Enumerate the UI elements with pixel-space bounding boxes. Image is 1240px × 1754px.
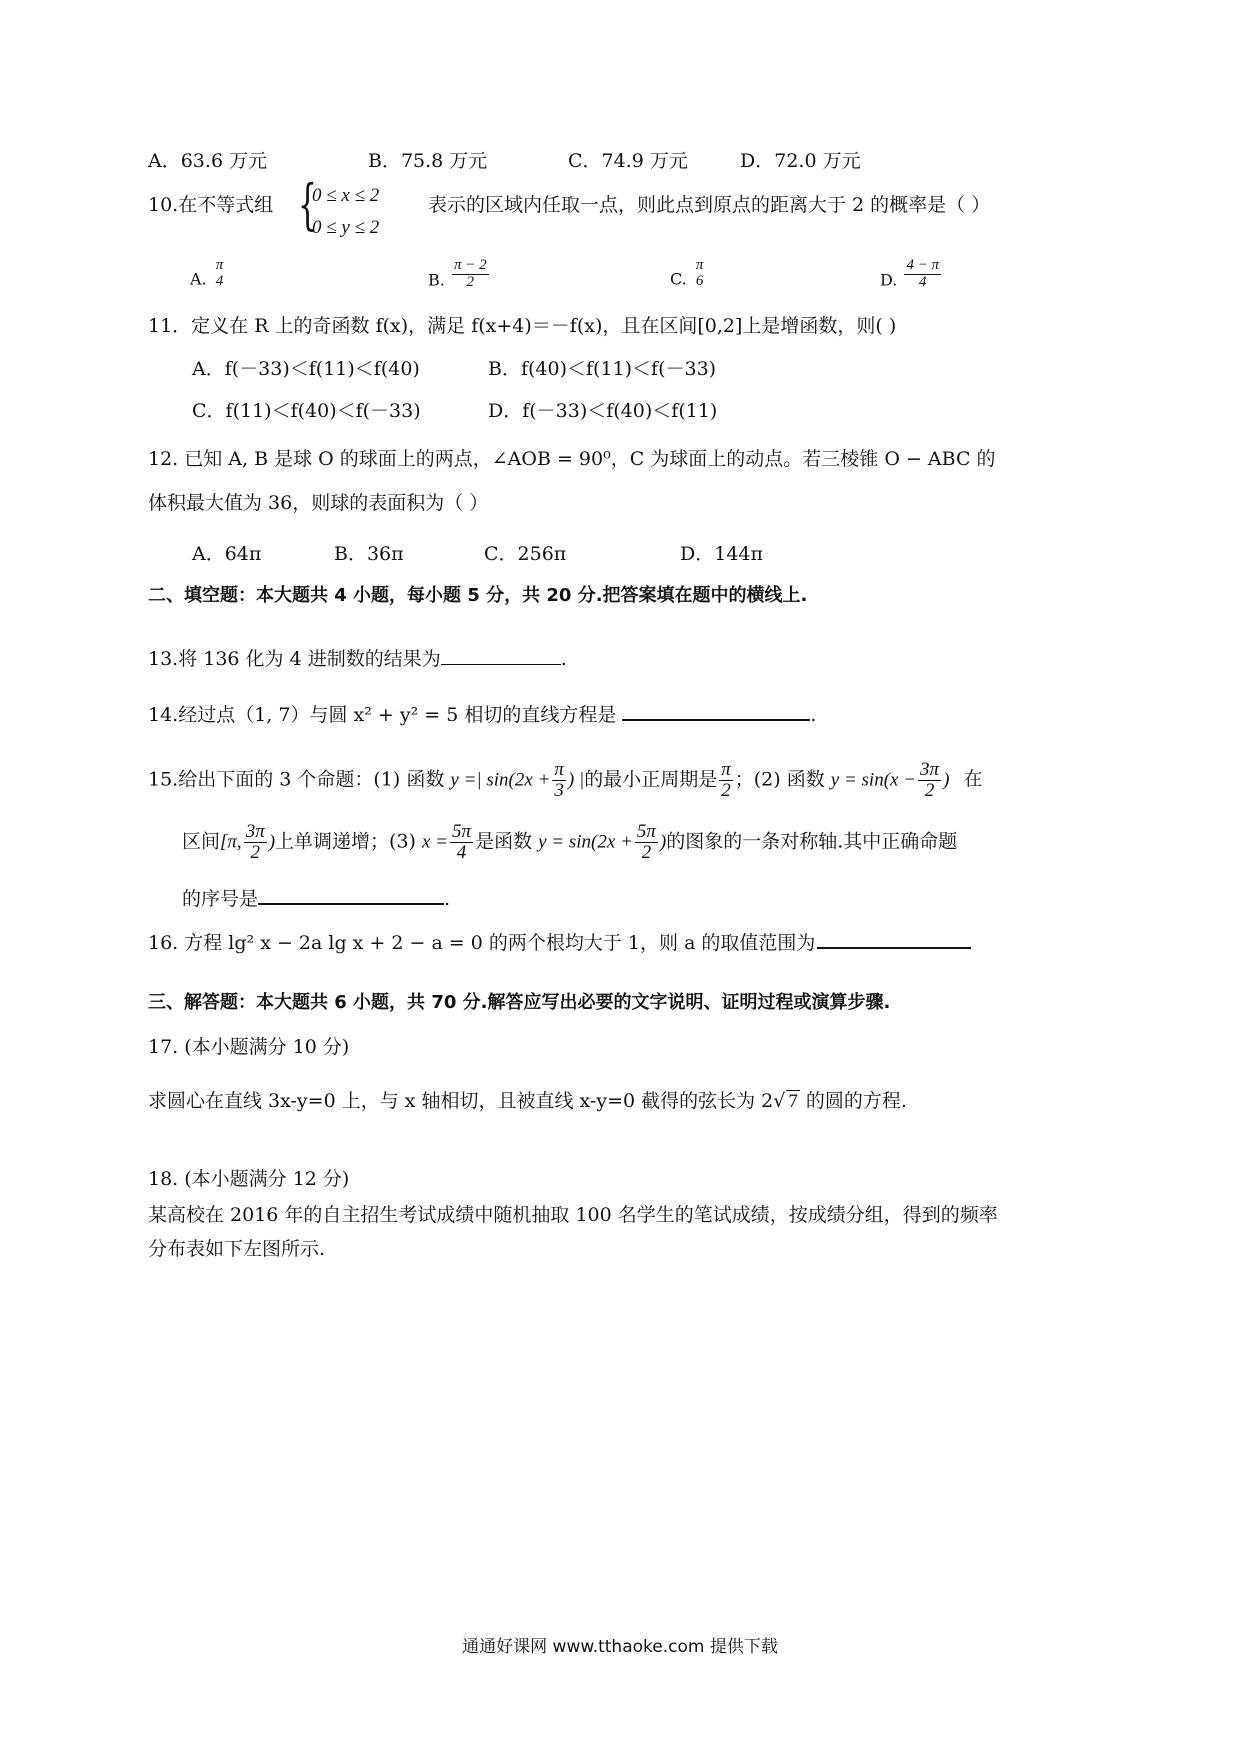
q15-line-3-text: 的序号是 bbox=[182, 888, 259, 910]
q10-option-c-label: C. bbox=[670, 269, 687, 289]
q15-interval-post: ) bbox=[268, 831, 276, 853]
q10-option-c-den: 6 bbox=[695, 272, 704, 289]
q15-period-num: π bbox=[721, 759, 731, 780]
q15-interval-den: 2 bbox=[250, 841, 260, 863]
q17-body-post: 的圆的方程. bbox=[799, 1090, 907, 1112]
q10-system-row-1: 0 ≤ x ≤ 2 bbox=[312, 185, 380, 206]
q15-end: . bbox=[444, 888, 451, 910]
q15-func-3-pre: y = sin(2x + bbox=[538, 831, 633, 853]
q15-func-1-pre: y =| sin(2x + bbox=[450, 769, 551, 791]
q10-option-b-num: π − 2 bbox=[453, 257, 487, 273]
q15-axis-x-den: 4 bbox=[456, 841, 467, 863]
q17-sqrt-value: 7 bbox=[788, 1091, 798, 1112]
q13-text: 13.将 136 化为 4 进制数的结果为 bbox=[148, 648, 441, 670]
q10-option-d-label: D. bbox=[880, 270, 898, 290]
q15-interval-num: 3π bbox=[245, 821, 265, 842]
q15-axis-x-num: 5π bbox=[452, 821, 472, 842]
q15-part-3: ；(2) 函数 bbox=[734, 768, 825, 791]
q18-heading: 18. (本小题满分 12 分) bbox=[148, 1168, 350, 1190]
q16 bbox=[148, 932, 971, 956]
q16-text: 16. 方程 lg² x − 2a lg x + 2 − a = 0 的两个根均大于 1，则 a 的取值范围为 bbox=[148, 932, 816, 954]
q15-part-1: 15.给出下面的 3 个命题：(1) 函数 bbox=[148, 768, 445, 791]
q15-line-2-part-1: 区间 bbox=[182, 830, 221, 853]
q16-answer-blank[interactable] bbox=[817, 946, 971, 949]
q10-option-d-num: 4 − π bbox=[906, 257, 940, 273]
q18-line-2: 分布表如下左图所示. bbox=[148, 1238, 326, 1260]
q15-part-2: 的最小正周期是 bbox=[584, 768, 718, 791]
q15-func-1-post: ) | bbox=[567, 769, 585, 791]
q12-option-d: D．144π bbox=[680, 543, 763, 565]
q14 bbox=[148, 704, 816, 728]
q9-option-b: B．75.8 万元 bbox=[368, 150, 488, 172]
q15-line-2-part-2: 上单调递增；(3) bbox=[275, 830, 416, 853]
section-2-heading: 二、填空题：本大题共 4 小题，每小题 5 分，共 20 分.把答案填在题中的横线上. bbox=[148, 585, 808, 606]
q15-func-1-den: 3 bbox=[554, 779, 564, 801]
q10-option-a-label: A. bbox=[190, 269, 207, 289]
q15-func-3-num: 5π bbox=[636, 821, 656, 842]
q10-option-a-num: π bbox=[215, 257, 224, 273]
q13 bbox=[148, 648, 567, 672]
q15-func-2-num: 3π bbox=[920, 759, 940, 780]
q17-body-pre: 求圆心在直线 3x-y=0 上，与 x 轴相切，且被直线 x-y=0 截得的弦长为 2 bbox=[148, 1090, 774, 1112]
q10-option-d-den: 4 bbox=[919, 273, 927, 290]
q15-answer-blank[interactable] bbox=[258, 902, 444, 905]
q15-interval-pre: [π, bbox=[220, 831, 242, 853]
q11-stem: 11．定义在 R 上的奇函数 f(x)，满足 f(x+4)＝－f(x)，且在区间[0,2]上是增函数，则( ) bbox=[148, 315, 897, 337]
q9-option-c: C．74.9 万元 bbox=[568, 150, 688, 172]
q10-option-c bbox=[670, 258, 707, 290]
q12-option-c: C．256π bbox=[484, 543, 567, 565]
q11-option-b: B．f(40)＜f(11)＜f(－33) bbox=[488, 358, 717, 380]
q17-body bbox=[148, 1090, 907, 1114]
q15-period-den: 2 bbox=[721, 779, 731, 801]
q9-option-a: A．63.6 万元 bbox=[148, 150, 268, 172]
q13-answer-blank[interactable] bbox=[441, 663, 561, 665]
q15-line-2 bbox=[182, 822, 957, 863]
q15-line-1 bbox=[148, 760, 982, 801]
q10-option-a bbox=[190, 258, 227, 290]
q13-end: . bbox=[560, 648, 567, 670]
q15-func-3-den: 2 bbox=[641, 841, 652, 863]
q10-system-row-2: 0 ≤ y ≤ 2 bbox=[312, 217, 380, 238]
q10-lead: 10.在不等式组 bbox=[148, 194, 274, 216]
q15-line-2-part-4: 的图象的一条对称轴.其中正确命题 bbox=[666, 830, 958, 853]
q12-line-2: 体积最大值为 36，则球的表面积为（ ） bbox=[148, 492, 489, 514]
q11-option-c: C．f(11)＜f(40)＜f(－33) bbox=[192, 400, 421, 422]
q10-option-b-den: 2 bbox=[466, 273, 474, 290]
q12-option-b: B．36π bbox=[334, 543, 404, 565]
q11-option-d: D．f(－33)＜f(40)＜f(11) bbox=[488, 400, 718, 422]
q10-option-a-den: 4 bbox=[215, 272, 224, 289]
q12-line-1: 12. 已知 A, B 是球 O 的球面上的两点，∠AOB = 90⁰，C 为球面上的动点。若三棱锥 O − ABC 的 bbox=[148, 448, 996, 470]
q15-func-1-num: π bbox=[554, 759, 564, 780]
q10-option-c-num: π bbox=[695, 257, 704, 273]
q10-option-d bbox=[880, 258, 943, 291]
section-3-heading: 三、解答题：本大题共 6 小题，共 70 分.解答应写出必要的文字说明、证明过程或演算步骤. bbox=[148, 992, 891, 1013]
q15-func-3-post: ) bbox=[659, 831, 667, 853]
q9-option-d: D．72.0 万元 bbox=[740, 150, 861, 172]
q10-inequality-system: { 0 ≤ x ≤ 2 0 ≤ y ≤ 2 bbox=[298, 180, 379, 244]
q15-func-2-den: 2 bbox=[924, 779, 935, 801]
page-footer: 通通好课网 www.tthaoke.com 提供下载 bbox=[462, 1637, 778, 1657]
q12-option-a: A．64π bbox=[192, 543, 262, 565]
q15-func-2-pre: y = sin(x − bbox=[830, 769, 917, 791]
q10-option-b bbox=[428, 258, 491, 291]
q15-line-2-part-3: 是函数 bbox=[475, 830, 533, 853]
q15-axis-x-pre: x = bbox=[422, 831, 449, 853]
q15-line-3 bbox=[182, 888, 450, 912]
q10-option-b-label: B. bbox=[428, 270, 445, 290]
q15-func-2-post: ) bbox=[943, 769, 950, 791]
q14-text: 14.经过点（1, 7）与圆 x² + y² = 5 相切的直线方程是 bbox=[148, 704, 617, 726]
q10-tail: 表示的区域内任取一点，则此点到原点的距离大于 2 的概率是（ ） bbox=[428, 194, 991, 216]
q14-end: . bbox=[810, 704, 817, 726]
sqrt-icon: √ bbox=[773, 1090, 786, 1112]
q15-part-4: 在 bbox=[963, 768, 983, 791]
q17-heading: 17. (本小题满分 10 分) bbox=[148, 1036, 350, 1058]
q11-option-a: A．f(－33)＜f(11)＜f(40) bbox=[192, 358, 420, 380]
q14-answer-blank[interactable] bbox=[622, 718, 810, 721]
q18-line-1: 某高校在 2016 年的自主招生考试成绩中随机抽取 100 名学生的笔试成绩，按成绩分组，得到的频率 bbox=[148, 1204, 998, 1226]
